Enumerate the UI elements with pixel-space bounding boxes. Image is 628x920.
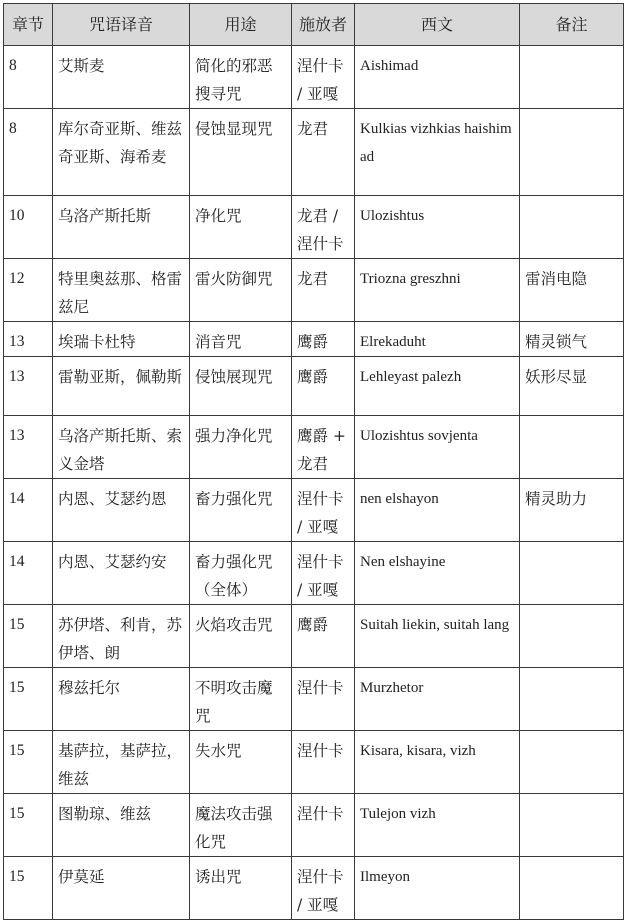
cell-western: Triozna greszhni — [355, 259, 520, 322]
cell-use: 侵蚀展现咒 — [190, 357, 292, 416]
cell-spell-name: 雷勒亚斯，佩勒斯 — [53, 357, 190, 416]
table-row — [4, 357, 624, 416]
cell-caster: 涅什卡 / 亚嘎 — [292, 542, 355, 605]
table-row — [4, 542, 624, 605]
cell-note — [520, 605, 624, 668]
cell-caster: 鹰爵 — [292, 322, 355, 357]
cell-caster: 涅什卡 — [292, 731, 355, 794]
cell-note — [520, 196, 624, 259]
cell-use: 魔法攻击强化咒 — [190, 794, 292, 857]
cell-spell-name: 基萨拉，基萨拉，维兹 — [53, 731, 190, 794]
cell-chapter: 8 — [4, 46, 53, 109]
table-row — [4, 196, 624, 259]
cell-use: 诱出咒 — [190, 857, 292, 920]
cell-note: 雷消电隐 — [520, 259, 624, 322]
cell-caster: 涅什卡 / 亚嘎 — [292, 479, 355, 542]
cell-chapter: 15 — [4, 794, 53, 857]
cell-caster: 鹰爵 — [292, 357, 355, 416]
table-row — [4, 259, 624, 322]
cell-note — [520, 731, 624, 794]
table-row — [4, 416, 624, 479]
cell-western: Lehleyast palezh — [355, 357, 520, 416]
cell-use: 畜力强化咒（全体） — [190, 542, 292, 605]
table-row — [4, 605, 624, 668]
cell-chapter: 14 — [4, 479, 53, 542]
cell-chapter: 15 — [4, 668, 53, 731]
cell-western: nen elshayon — [355, 479, 520, 542]
cell-note: 精灵锁气 — [520, 322, 624, 357]
cell-western: Aishimad — [355, 46, 520, 109]
table-row — [4, 46, 624, 109]
spell-table — [3, 3, 624, 920]
cell-spell-name: 乌洛产斯托斯、索义金塔 — [53, 416, 190, 479]
cell-note — [520, 542, 624, 605]
table-row — [4, 109, 624, 196]
header-chapter: 章节 — [4, 4, 53, 46]
cell-note — [520, 46, 624, 109]
cell-western: Murzhetor — [355, 668, 520, 731]
cell-spell-name: 穆兹托尔 — [53, 668, 190, 731]
cell-chapter: 15 — [4, 605, 53, 668]
cell-use: 不明攻击魔咒 — [190, 668, 292, 731]
cell-spell-name: 库尔奇亚斯、维兹奇亚斯、海希麦 — [53, 109, 190, 196]
cell-note: 精灵助力 — [520, 479, 624, 542]
header-note: 备注 — [520, 4, 624, 46]
cell-caster: 龙君 — [292, 259, 355, 322]
cell-caster: 涅什卡 / 亚嘎 — [292, 857, 355, 920]
cell-caster: 鹰爵 — [292, 605, 355, 668]
cell-use: 火焰攻击咒 — [190, 605, 292, 668]
cell-use: 消音咒 — [190, 322, 292, 357]
table-row — [4, 322, 624, 357]
cell-use: 雷火防御咒 — [190, 259, 292, 322]
table-row — [4, 794, 624, 857]
table-row — [4, 731, 624, 794]
cell-chapter: 13 — [4, 416, 53, 479]
table-row — [4, 479, 624, 542]
cell-western: Elrekaduht — [355, 322, 520, 357]
cell-use: 净化咒 — [190, 196, 292, 259]
cell-use: 失水咒 — [190, 731, 292, 794]
cell-note — [520, 857, 624, 920]
cell-chapter: 15 — [4, 857, 53, 920]
header-spell-name: 咒语译音 — [53, 4, 190, 46]
cell-spell-name: 苏伊塔、利肯，苏伊塔、朗 — [53, 605, 190, 668]
header-row — [4, 4, 624, 46]
cell-note — [520, 794, 624, 857]
cell-spell-name: 特里奥兹那、格雷兹尼 — [53, 259, 190, 322]
cell-chapter: 12 — [4, 259, 53, 322]
cell-chapter: 15 — [4, 731, 53, 794]
header-use: 用途 — [190, 4, 292, 46]
cell-chapter: 14 — [4, 542, 53, 605]
cell-western: Tulejon vizh — [355, 794, 520, 857]
cell-chapter: 13 — [4, 322, 53, 357]
cell-use: 简化的邪恶搜寻咒 — [190, 46, 292, 109]
cell-chapter: 8 — [4, 109, 53, 196]
cell-caster: 鹰爵 + 龙君 — [292, 416, 355, 479]
cell-spell-name: 伊莫延 — [53, 857, 190, 920]
cell-chapter: 10 — [4, 196, 53, 259]
cell-spell-name: 内恩、艾瑟约恩 — [53, 479, 190, 542]
cell-note: 妖形尽显 — [520, 357, 624, 416]
header-caster: 施放者 — [292, 4, 355, 46]
cell-spell-name: 艾斯麦 — [53, 46, 190, 109]
cell-spell-name: 内恩、艾瑟约安 — [53, 542, 190, 605]
cell-western: Ulozishtus — [355, 196, 520, 259]
cell-western: Kulkias vizhkias haishimad — [355, 109, 520, 196]
table-row — [4, 857, 624, 920]
cell-use: 畜力强化咒 — [190, 479, 292, 542]
cell-caster: 龙君 — [292, 109, 355, 196]
cell-spell-name: 埃瑞卡杜特 — [53, 322, 190, 357]
cell-western: Kisara, kisara, vizh — [355, 731, 520, 794]
cell-caster: 涅什卡 — [292, 794, 355, 857]
header-western: 西文 — [355, 4, 520, 46]
cell-note — [520, 668, 624, 731]
cell-note — [520, 109, 624, 196]
cell-use: 侵蚀显现咒 — [190, 109, 292, 196]
cell-caster: 涅什卡 — [292, 668, 355, 731]
cell-caster: 涅什卡 / 亚嘎 — [292, 46, 355, 109]
cell-western: Ilmeyon — [355, 857, 520, 920]
table-row — [4, 668, 624, 731]
cell-spell-name: 图勒琼、维兹 — [53, 794, 190, 857]
cell-note — [520, 416, 624, 479]
cell-chapter: 13 — [4, 357, 53, 416]
cell-western: Ulozishtus sovjenta — [355, 416, 520, 479]
cell-caster: 龙君 / 涅什卡 — [292, 196, 355, 259]
cell-use: 强力净化咒 — [190, 416, 292, 479]
cell-western: Nen elshayine — [355, 542, 520, 605]
cell-western: Suitah liekin, suitah lang — [355, 605, 520, 668]
cell-spell-name: 乌洛产斯托斯 — [53, 196, 190, 259]
